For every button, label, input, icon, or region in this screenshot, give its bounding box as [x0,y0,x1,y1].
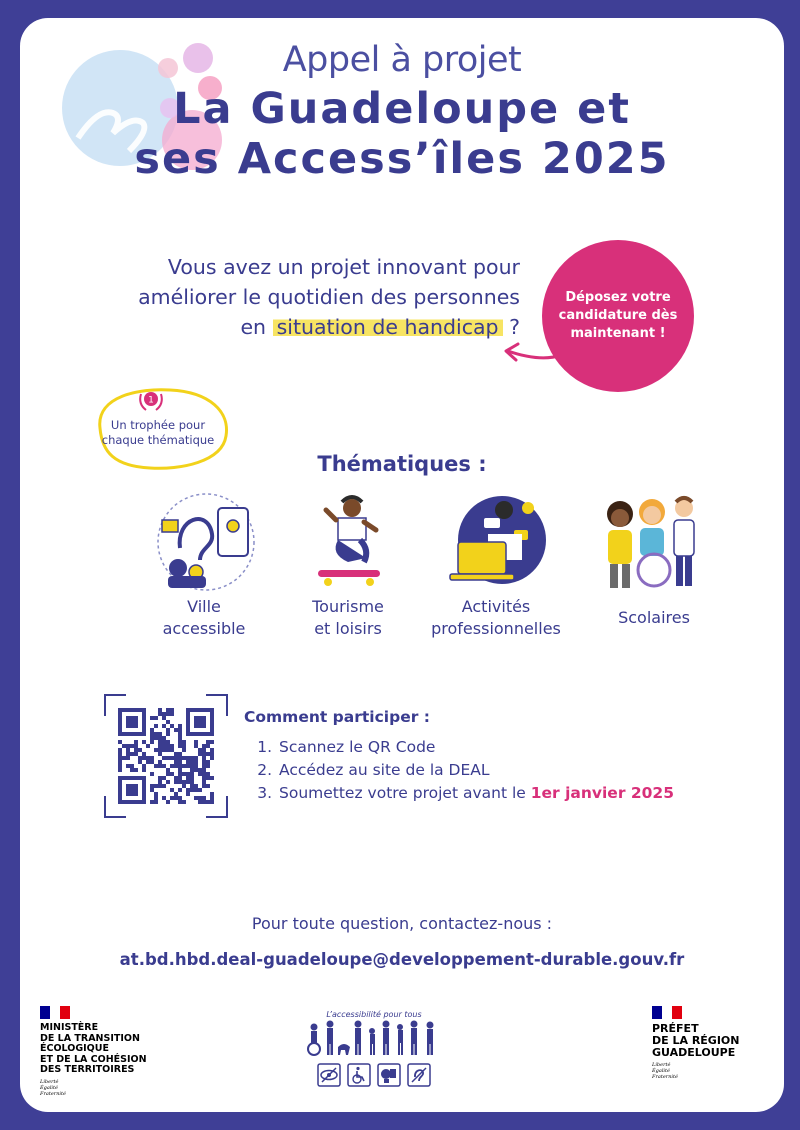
step-2 [277,759,674,782]
badge-number: 1 [148,395,154,406]
prefet-motto [652,1062,740,1080]
prefet-motto-egalite: Égalité [652,1068,670,1074]
poster [20,18,784,1112]
how-to-participate [244,708,674,805]
prefet-line-1: PRÉFET [652,1022,699,1035]
deadline: 1er janvier 2025 [530,784,675,802]
accessibility-logo [304,1010,444,1087]
french-flag-icon [40,1006,70,1019]
contact-email[interactable]: at.bd.hbd.deal-guadeloupe@developpement-durable.gouv.fr [119,950,685,969]
hearing-impairment-icon [407,1063,431,1087]
theme-activites-line-2: professionnelles [431,619,561,638]
intro-line-2: améliorer le quotidien des personnes [138,285,520,309]
ministry-line-5: DES TERRITOIRES [40,1064,135,1075]
cta-line-3: maintenant ! [570,326,666,341]
theme-scolaires [582,490,722,594]
ministry-motto [40,1079,147,1097]
accessibility-caption: L’accessibilité pour tous [326,1010,422,1019]
intro-line-1: Vous avez un projet innovant pour [167,255,520,279]
french-flag-icon [652,1006,682,1019]
cta-circle [542,240,694,392]
trophy-line-1: Un trophée pour [110,418,206,432]
people-silhouettes-icon [304,1019,444,1057]
intro-text [60,252,520,342]
theme-label-tourisme [268,596,428,640]
theme-ville-line-2: accessible [162,619,246,638]
theme-activites [426,490,566,594]
intro-suffix: ? [509,315,520,339]
contact-question: Pour toute question, contactez-nous : [251,914,553,933]
thematiques-title: Thématiques : [317,452,487,476]
ministry-logo [40,1006,147,1097]
disability-icons [304,1063,444,1087]
ministry-line-3: ÉCOLOGIQUE [40,1043,109,1054]
prefet-motto-fraternite: Fraternité [652,1074,678,1080]
prefet-logo [652,1006,740,1080]
title-line-2: ses Access’îles 2025 [134,134,670,184]
children-wheelchair-icon [592,490,712,594]
theme-ville [136,490,276,594]
steps-list [244,736,674,805]
theme-tourisme [280,490,420,594]
ministry-line-4: ET DE LA COHÉSION [40,1053,147,1065]
intro-line-3 [60,312,520,342]
step-1-text: Scannez le QR Code [279,738,436,756]
cta-line-1: Déposez votre [565,290,671,305]
step-2-text: Accédez au site de la DEAL [279,761,490,779]
ministry-line-1: MINISTÈRE [40,1022,99,1033]
theme-activites-line-1: Activités [461,597,531,616]
laurel-medal-icon [136,388,166,414]
theme-tourisme-line-2: et loisirs [314,619,382,638]
theme-tourisme-line-1: Tourisme [312,597,384,616]
theme-label-scolaires [574,607,734,629]
motto-liberte: Liberté [40,1078,59,1085]
highlight-handicap: situation de handicap [273,315,503,339]
trophy-line-2: chaque thématique [101,433,215,447]
skateboarder-icon [298,490,402,594]
step-3 [277,782,674,805]
wheelchair-icon [347,1063,371,1087]
motto-fraternite: Fraternité [40,1090,66,1097]
trophy-text [80,418,236,448]
theme-label-activites [416,596,576,640]
ministry-name [40,1023,147,1076]
ministry-line-2: DE LA TRANSITION [40,1032,140,1044]
step-1 [277,736,674,759]
how-to-title: Comment participer : [244,708,430,726]
theme-label-ville [124,596,284,640]
main-title [20,84,784,184]
cognitive-disability-icon [377,1063,401,1087]
step-3-text: Soumettez votre projet avant le [279,784,526,802]
laptop-worker-icon [444,490,548,594]
intro-prefix: en [240,315,267,339]
prefet-motto-liberte: Liberté [652,1062,671,1068]
qr-code[interactable] [104,694,228,818]
ear-accessibility-icon [154,490,258,594]
prefet-line-3: GUADELOUPE [652,1046,736,1059]
motto-egalite: Égalité [40,1084,58,1091]
title-line-1: La Guadeloupe et [173,84,631,134]
cta-line-2: candidature dès [558,308,678,323]
kicker-title: Appel à projet [282,40,522,80]
theme-ville-line-1: Ville [187,597,221,616]
theme-scolaires-line-1: Scolaires [618,608,690,627]
prefet-name [652,1023,740,1059]
visual-impairment-icon [317,1063,341,1087]
prefet-line-2: DE LA RÉGION [652,1034,740,1047]
